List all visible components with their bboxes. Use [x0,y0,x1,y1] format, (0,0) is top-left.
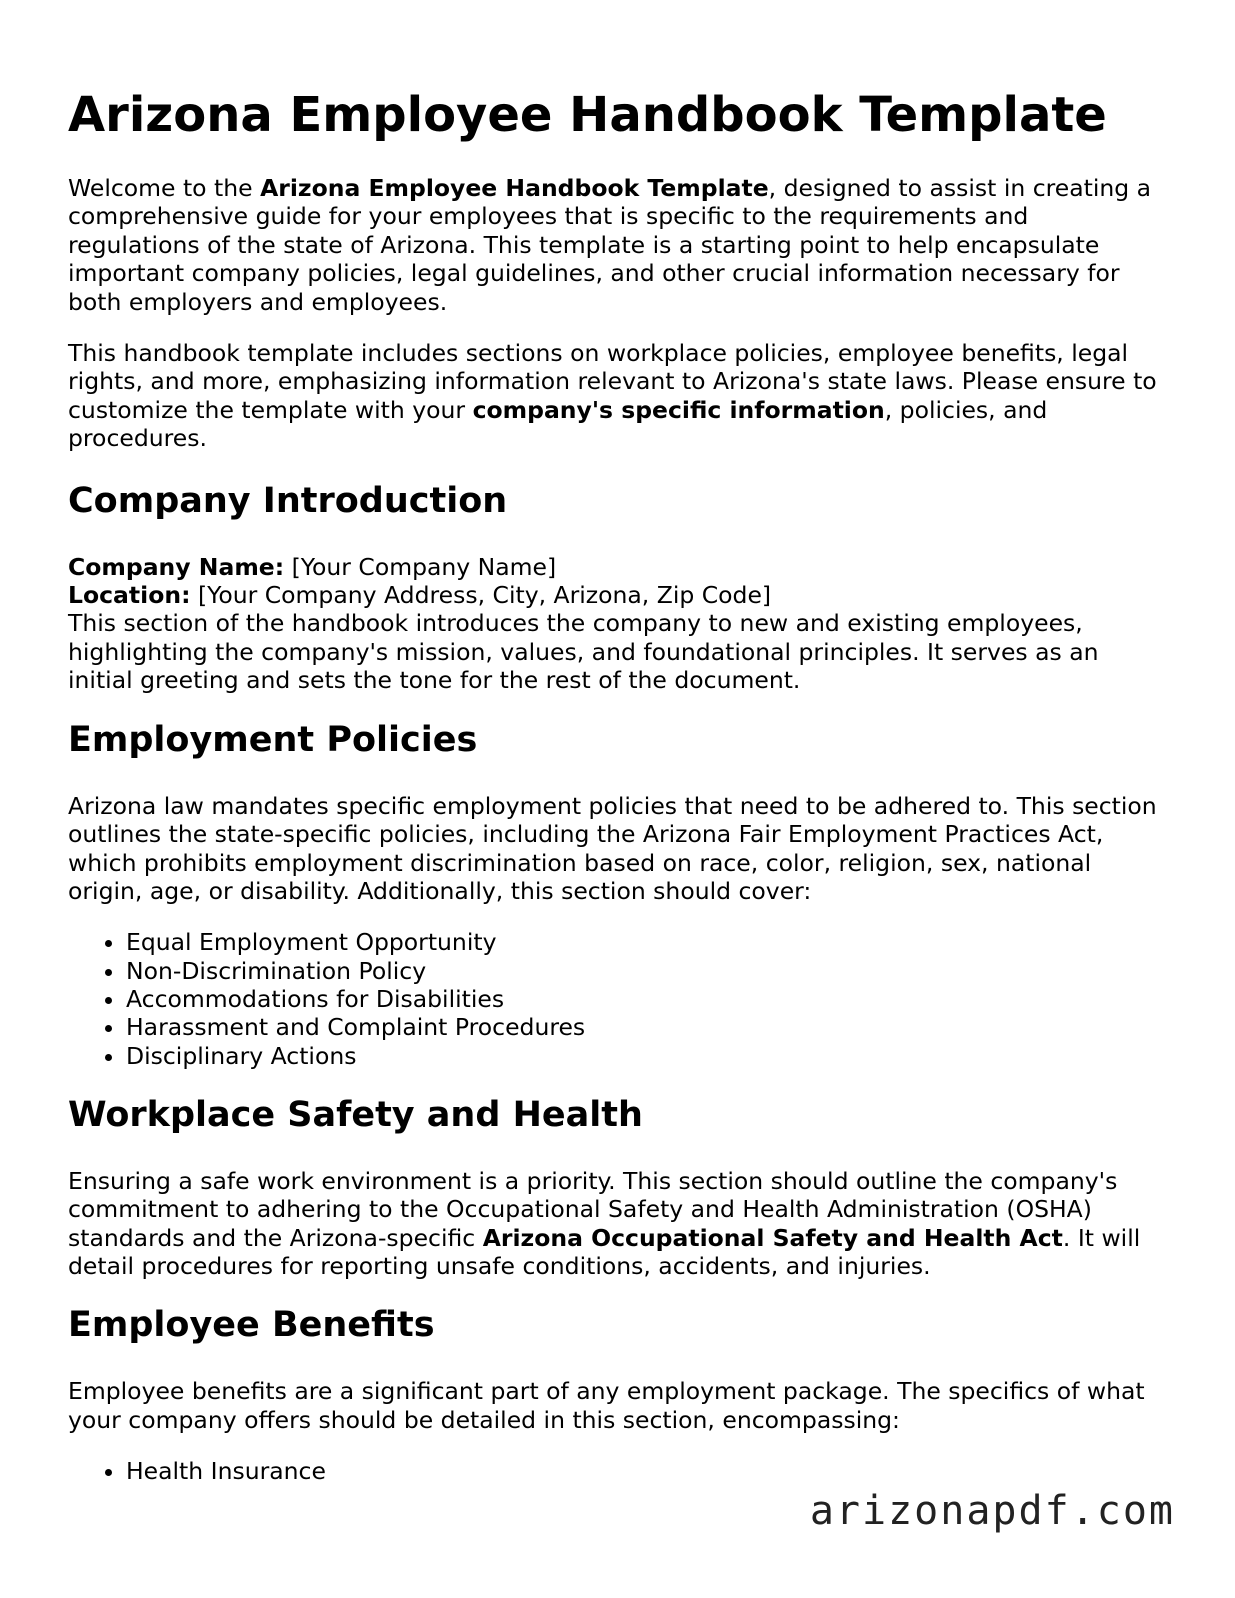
employment-policies-list [68,928,1158,1069]
company-intro-paragraph [68,553,1158,695]
list-item: • Harassment and Complaint Procedures [126,1013,1158,1041]
benefits-list [68,1457,1158,1485]
intro-paragraph-1 [68,174,1158,316]
company-name-label: Company Name: [68,552,285,581]
list-item: • Equal Employment Opportunity [126,928,1158,956]
company-intro-body: This section of the handbook introduces the company to new and existing employees, highlighting the company's mission, values, and foundational principles. It serves as an initial greeting and sets the tone for the rest of the document. [68,609,1099,695]
company-intro-heading: Company Introduction [68,480,508,521]
company-name-value: [Your Company Name] [284,552,557,581]
list-item: • Health Insurance [126,1457,1158,1485]
intro-p1-bold: Arizona Employee Handbook Template [260,174,769,202]
list-item: • Accommodations for Disabilities [126,985,1158,1013]
document-page [68,78,1158,1509]
list-item: • Non-Discrimination Policy [126,957,1158,985]
employment-policies-heading: Employment Policies [68,719,478,760]
page-title: Arizona Employee Handbook Template [68,87,1107,143]
benefits-body: Employee benefits are a significant part of any employment package. The specifics of what your company offers should be detailed in this section, encompassing: [68,1377,1145,1434]
safety-text-a: Ensuring a safe work environment is a priority. This section should outline the company's commitment to adhering to the Occupational Safety and Health Administration (OSHA) standards and the Arizona-specific [68,1166,1118,1252]
intro-p2-bold: company's specific information [472,395,885,424]
intro-p2-text-b: , policies, and procedures. [68,395,1048,453]
employment-policies-body: Arizona law mandates specific employment policies that need to be adhered to. This section outlines the state-specific policies, including the Arizona Fair Employment Practices Act, which prohibits employment discrimination based on race, color, religion, sex, national origin, age, or disability. Additionally, this section should cover: [68,791,1157,905]
intro-p2-text-a: This handbook template includes sections on workplace policies, employee benefits, legal rights, and more, emphasizing information relevant to Arizona's state laws. Please ensure to customize the template with your [68,339,1157,424]
watermark: arizonapdf.com [809,1488,1175,1534]
location-value: [Your Company Address, City, Arizona, Zip Code] [190,581,772,610]
intro-p1-text-a: Welcome to the [68,174,261,202]
benefits-heading: Employee Benefits [68,1305,435,1346]
intro-paragraph-2 [68,339,1158,453]
list-item: • Disciplinary Actions [126,1042,1158,1070]
intro-p1-text-b: , designed to assist in creating a comprehensive guide for your employees that is specific to the requirements and regulations of the state of Arizona. This template is a starting point to help encapsulate important company policies, legal guidelines, and other crucial information necessary for both employers and employees. [68,174,1152,316]
safety-heading: Workplace Safety and Health [68,1094,643,1135]
safety-bold: Arizona Occupational Safety and Health Act [482,1223,1063,1252]
safety-body [68,1167,1158,1281]
safety-text-b: . It will detail procedures for reporting unsafe conditions, accidents, and injuries. [68,1223,1141,1281]
location-label: Location: [68,581,191,610]
